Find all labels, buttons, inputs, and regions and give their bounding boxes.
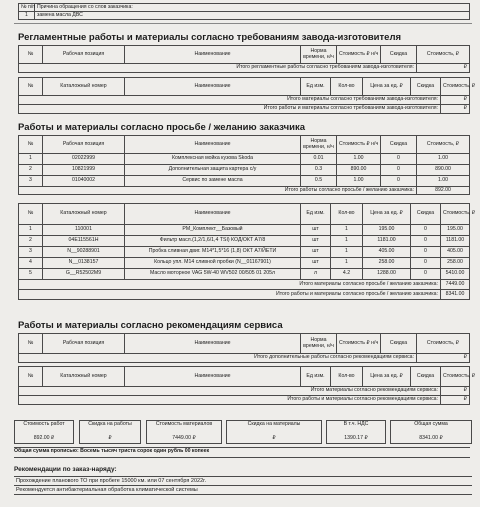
section1-title: Регламентные работы и материалы согласно требованиям завода-изготовителя (18, 32, 402, 43)
divider (14, 476, 472, 477)
table-row (19, 225, 470, 236)
section2-title: Работы и материалы согласно просьбе / желанию заказчика (18, 122, 305, 133)
row-cost: 890.00 (417, 165, 470, 176)
total-in-words-text: Общая сумма прописью: Восемь тысяч триста сорок один рубль 00 копеек (14, 448, 210, 454)
row-cost: 5410.00 (441, 269, 470, 280)
total-value: 8341.00 ₽ (419, 435, 443, 442)
col-catalog: Каталожный номер (43, 367, 125, 387)
reason-num: 1 (19, 12, 35, 20)
col-cost: Стоимость, ₽ (417, 334, 470, 354)
section2-materials-table (18, 203, 476, 300)
row-qty: 1 (331, 225, 363, 236)
section3-materials-total-label: Итого материалы согласно рекомендациям сервиса: (19, 387, 441, 396)
col-norm: Норма времени, н/ч (301, 46, 337, 64)
row-num: 1 (19, 154, 43, 165)
total-box (390, 420, 472, 444)
row-name: Сервис по замене масла (125, 176, 301, 187)
col-rate: Стоимость ₽ н/ч (337, 46, 381, 64)
row-num: 1 (19, 225, 43, 236)
col-catalog: Каталожный номер (43, 78, 125, 96)
table-row (19, 154, 470, 165)
row-unit: шт (301, 236, 331, 247)
row-name: PM_Комплект__Базовый (125, 225, 301, 236)
section3-grand-total-value: ₽ (441, 396, 470, 405)
col-name: Наименование (125, 367, 301, 387)
table-row (19, 269, 470, 280)
col-rate: Стоимость ₽ н/ч (337, 334, 381, 354)
row-cost: 1.00 (417, 176, 470, 187)
section1-works-table (18, 45, 470, 73)
col-qty: Кол-во (331, 204, 363, 225)
section2-grand-total-value: 8341.00 (441, 290, 470, 300)
row-code: 01040002 (43, 176, 125, 187)
col-cost: Стоимость, ₽ (441, 204, 470, 225)
section1-materials-total-value: ₽ (441, 96, 470, 105)
col-price: Цена за ед. ₽ (363, 367, 411, 387)
row-code: 110001 (43, 225, 125, 236)
section1-works-total-value: ₽ (417, 64, 470, 73)
row-num: 3 (19, 176, 43, 187)
row-name: Пробка сливная двиг. M14*1,5*16 (1,8) ОКТ А7/ЙЕТИ (125, 247, 301, 258)
row-cost: 405.00 (441, 247, 470, 258)
row-rate: 1.00 (337, 176, 381, 187)
col-qty: Кол-во (331, 367, 363, 387)
row-unit: шт (301, 225, 331, 236)
row-discount: 0 (411, 269, 441, 280)
works-cost-value: 892.00 ₽ (33, 435, 55, 442)
section3-works-total-value: ₽ (417, 354, 470, 363)
row-rate: 1.00 (337, 154, 381, 165)
col-unit: Ед изм. (301, 367, 331, 387)
row-discount: 0 (411, 225, 441, 236)
col-num: № (19, 334, 43, 354)
works-discount-value: ₽ (108, 435, 112, 442)
row-qty: 1 (331, 247, 363, 258)
section2-materials-total-value: 7449.00 (441, 280, 470, 290)
col-discount: Скидка (381, 334, 417, 354)
section1-materials-total-label: Итого материалы согласно требованиям завода-изготовителя: (19, 96, 441, 105)
row-price: 1181.00 (363, 236, 411, 247)
col-num: № (19, 204, 43, 225)
col-num: № (19, 46, 43, 64)
table-row (19, 165, 470, 176)
row-code: G__R52502M9 (43, 269, 125, 280)
col-norm: Норма времени, н/ч (301, 334, 337, 354)
divider (14, 23, 472, 24)
reason-text: замена масла ДВС (35, 12, 470, 20)
col-position: Рабочая позиция (43, 136, 125, 154)
col-discount: Скидка (411, 204, 441, 225)
col-position: Рабочая позиция (43, 334, 125, 354)
row-discount: 0 (411, 247, 441, 258)
row-cost: 1181.00 (441, 236, 470, 247)
materials-discount-label: Скидка на материалы (247, 421, 301, 427)
col-qty: Кол-во (331, 78, 363, 96)
row-num: 4 (19, 258, 43, 269)
row-code: 04E115561H (43, 236, 125, 247)
section3-works-table (18, 333, 470, 363)
col-price: Цена за ед. ₽ (363, 204, 411, 225)
section3-materials-table (18, 366, 476, 405)
row-code: 02022999 (43, 154, 125, 165)
row-unit: шт (301, 258, 331, 269)
section3-grand-total-label: Итого работы и материалы согласно рекомендациям сервиса: (19, 396, 441, 405)
row-price: 1288.00 (363, 269, 411, 280)
section2-works-table (18, 135, 470, 195)
section2-works-total-value: 892.00 (417, 187, 470, 195)
materials-cost-box (146, 420, 222, 444)
reason-num-header: № п/п (19, 4, 35, 12)
table-row (19, 176, 470, 187)
row-cost: 1.00 (417, 154, 470, 165)
row-cost: 258.00 (441, 258, 470, 269)
section3-works-total-label: Итого дополнительные работы согласно рекомендациям сервиса: (19, 354, 417, 363)
vat-value: 1390.17 ₽ (344, 435, 368, 442)
col-discount: Скидка (381, 46, 417, 64)
row-name: Кольцо упл. M14 сливной пробки (N__01167901) (125, 258, 301, 269)
row-norm: 0.5 (301, 176, 337, 187)
row-discount: 0 (381, 154, 417, 165)
row-code: N__0138157 (43, 258, 125, 269)
row-name: Фильтр масл.(1,2/1,6/1,4 TSI) КОД/ОКТ А7/8 (125, 236, 301, 247)
col-rate: Стоимость ₽ н/ч (337, 136, 381, 154)
row-discount: 0 (381, 165, 417, 176)
recommendation-line-2: Рекомендуется антибактериальная обработка климатической системы (16, 487, 198, 493)
row-name: Масло моторное VAG 5W-40 WV502 00/505 01 205л (125, 269, 301, 280)
row-qty: 1 (331, 258, 363, 269)
row-price: 258.00 (363, 258, 411, 269)
row-unit: шт (301, 247, 331, 258)
col-discount: Скидка (381, 136, 417, 154)
total-label: Общая сумма (414, 421, 448, 427)
row-discount: 0 (411, 258, 441, 269)
row-price: 195.00 (363, 225, 411, 236)
row-name: Комплексная мойка кузова Skoda (125, 154, 301, 165)
col-name: Наименование (125, 78, 301, 96)
col-discount: Скидка (411, 367, 441, 387)
row-code: 10821999 (43, 165, 125, 176)
table-row (19, 247, 470, 258)
row-name: Дополнительная защита картера с/у (125, 165, 301, 176)
row-norm: 0.3 (301, 165, 337, 176)
row-num: 2 (19, 165, 43, 176)
col-cost: Стоимость, ₽ (417, 46, 470, 64)
materials-cost-label: Стоимость материалов (155, 421, 213, 427)
vat-label: В т.ч. НДС (343, 421, 369, 427)
section1-works-total-label: Итого регламентные работы согласно требованиям завода-изготовителя: (19, 64, 417, 73)
section3-title: Работы и материалы согласно рекомендациям сервиса (18, 320, 283, 331)
col-cost: Стоимость, ₽ (441, 367, 470, 387)
col-position: Рабочая позиция (43, 46, 125, 64)
row-price: 405.00 (363, 247, 411, 258)
row-num: 2 (19, 236, 43, 247)
materials-discount-box (226, 420, 322, 444)
row-norm: 0.01 (301, 154, 337, 165)
vat-box (326, 420, 386, 444)
materials-cost-value: 7449.00 ₽ (172, 435, 196, 442)
col-num: № (19, 78, 43, 96)
recommendations-title: Рекомендации по заказ-наряду: (14, 466, 117, 473)
section3-materials-total-value: ₽ (441, 387, 470, 396)
row-unit: л (301, 269, 331, 280)
section2-works-total-label: Итого работы согласно просьбе / желанию заказчика: (19, 187, 417, 195)
row-qty: 1 (331, 236, 363, 247)
col-norm: Норма времени, н/ч (301, 136, 337, 154)
col-name: Наименование (125, 204, 301, 225)
col-unit: Ед изм. (301, 204, 331, 225)
row-discount: 0 (411, 236, 441, 247)
col-unit: Ед изм. (301, 78, 331, 96)
col-cost: Стоимость, ₽ (441, 78, 470, 96)
row-num: 5 (19, 269, 43, 280)
total-in-words (14, 447, 470, 458)
row-cost: 195.00 (441, 225, 470, 236)
section2-materials-total-label: Итого материалы согласно просьбе / желанию заказчика: (19, 280, 441, 290)
section1-grand-total-value: ₽ (441, 105, 470, 114)
row-discount: 0 (381, 176, 417, 187)
row-rate: 890.00 (337, 165, 381, 176)
col-catalog: Каталожный номер (43, 204, 125, 225)
recommendation-line-1: Прохождение планового ТО при пробеге 15000 км. или 07 сентября 2022г. (16, 478, 207, 484)
table-row (19, 258, 470, 269)
section1-grand-total-label: Итого работы и материалы согласно требованиям завода-изготовителя: (19, 105, 441, 114)
col-num: № (19, 367, 43, 387)
row-qty: 4.2 (331, 269, 363, 280)
col-price: Цена за ед. ₽ (363, 78, 411, 96)
reason-table (18, 3, 470, 20)
works-cost-box (14, 420, 74, 444)
row-num: 3 (19, 247, 43, 258)
col-name: Наименование (125, 46, 301, 64)
works-discount-box (79, 420, 141, 444)
works-cost-label: Стоимость работ (23, 421, 65, 427)
table-row (19, 236, 470, 247)
col-num: № (19, 136, 43, 154)
col-cost: Стоимость, ₽ (417, 136, 470, 154)
works-discount-label: Скидка на работы (88, 421, 132, 427)
section1-materials-table (18, 77, 476, 114)
col-discount: Скидка (411, 78, 441, 96)
col-name: Наименование (125, 136, 301, 154)
divider (14, 494, 472, 495)
materials-discount-value: ₽ (272, 435, 276, 442)
row-code: N__90288901 (43, 247, 125, 258)
divider (14, 485, 472, 486)
section2-grand-total-label: Итого работы и материалы согласно просьбе / желанию заказчика: (19, 290, 441, 300)
reason-header: Причина обращения со слов заказчика: (35, 4, 470, 12)
col-name: Наименование (125, 334, 301, 354)
